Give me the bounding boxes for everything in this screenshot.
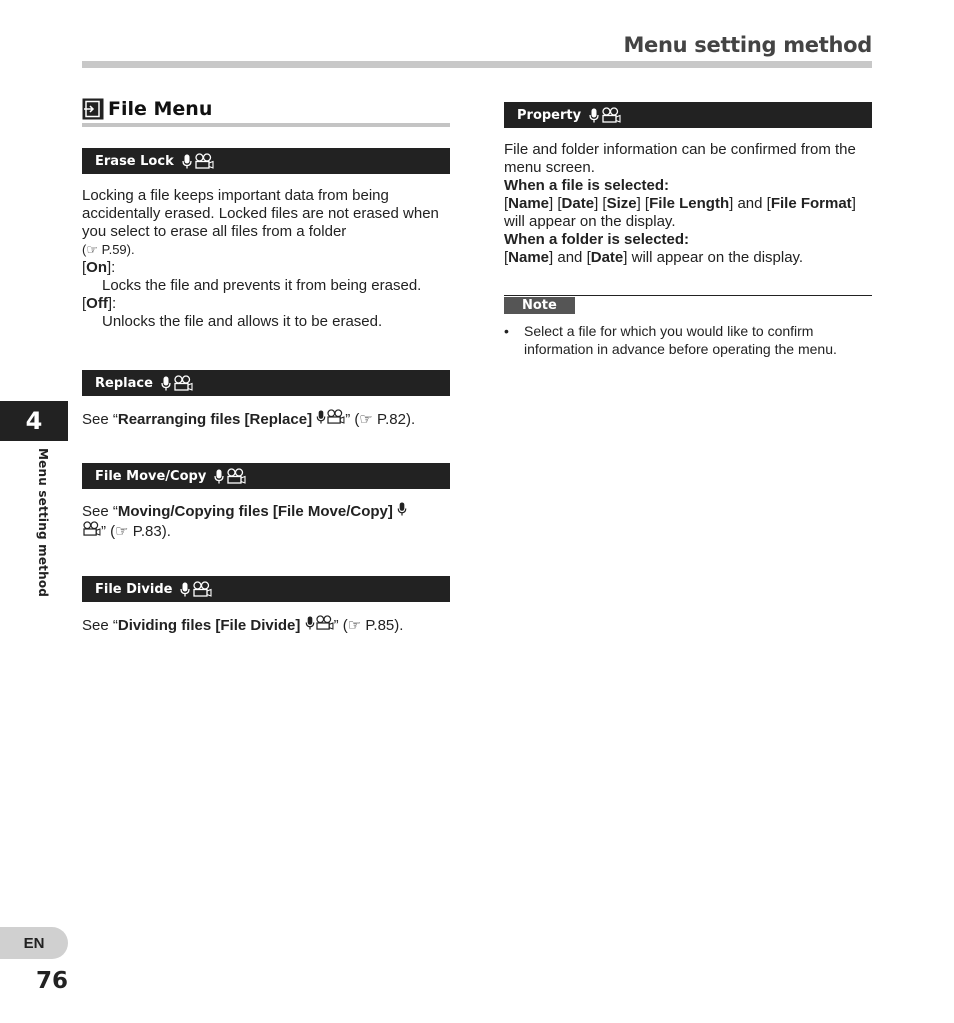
language-label: EN	[23, 934, 45, 952]
movie-icon	[82, 521, 101, 536]
file-divide-body	[82, 615, 454, 635]
movie-icon	[192, 581, 212, 597]
erase-lock-body: Locking a file keeps important data from being accidentally erased. Locked files are not erased when you select to erase all files from a folder (☞ P.59). [On]: Locks the file and prevents it from being erased. [Off]: Unlocks the file and allows it to be erased.	[82, 187, 454, 331]
folder-selected-heading: When a folder is selected:	[504, 231, 690, 248]
folder-date-label: Date	[590, 249, 624, 266]
section-title-text: File Menu	[108, 98, 213, 120]
file-menu-icon	[82, 98, 104, 120]
file-divide-link[interactable]: Dividing files [File Divide]	[117, 617, 301, 634]
file-move-copy-link[interactable]: Moving/Copying files [File Move/Copy]	[117, 503, 393, 520]
note-header	[504, 295, 872, 314]
date-label: Date	[561, 195, 595, 212]
property-body: File and folder information can be confirmed from the menu screen. When a file is selected: [Name] [Date] [Size] [File Length] and [File Format] will appear on the display. When a folder is selected: [Name] and [Date] will appear on the display.	[504, 141, 874, 267]
header-rule	[82, 61, 872, 68]
note-item	[504, 322, 874, 358]
folder-and-text: and	[557, 249, 583, 266]
file-menu-section-header	[82, 98, 450, 127]
note-rule	[504, 295, 872, 296]
movie-icon	[326, 409, 345, 424]
replace-bar	[82, 370, 450, 396]
file-divide-see: See “	[82, 617, 118, 634]
movie-icon	[194, 153, 214, 169]
note-label: Note	[504, 297, 575, 314]
language-tab	[0, 927, 68, 959]
file-divide-title: File Divide	[95, 581, 173, 597]
file-length-label: File Length	[649, 195, 730, 212]
file-divide-bar	[82, 576, 450, 602]
page-header-title: Menu setting method	[623, 33, 872, 57]
replace-ref: ” (☞ P.82).	[345, 411, 416, 428]
note-bullet: •	[504, 323, 509, 339]
will-appear-text: will appear on the display.	[504, 213, 676, 230]
file-move-copy-title: File Move/Copy	[95, 468, 207, 484]
file-format-label: File Format	[770, 195, 852, 212]
on-desc: Locks the file and prevents it from being erased.	[102, 277, 422, 294]
erase-lock-ref: (☞ P.59).	[82, 242, 135, 257]
file-move-copy-bar	[82, 463, 450, 489]
replace-body	[82, 409, 454, 429]
off-desc: Unlocks the file and allows it to be erased.	[102, 313, 383, 330]
and-text: and	[737, 195, 763, 212]
mic-icon	[182, 154, 192, 169]
file-move-copy-ref: ” (☞ P.83).	[101, 523, 171, 540]
replace-title: Replace	[95, 375, 153, 391]
name-label: Name	[508, 195, 550, 212]
movie-icon	[226, 468, 246, 484]
file-move-see: See “	[82, 503, 118, 520]
file-selected-heading: When a file is selected:	[504, 177, 670, 194]
replace-link[interactable]: Rearranging files [Replace]	[117, 411, 313, 428]
mic-icon	[161, 376, 171, 391]
folder-will-appear-text: will appear on the display.	[631, 249, 804, 266]
note-text: Select a file for which you would like to confirm information in advance before operating the menu.	[524, 323, 837, 357]
erase-lock-bar	[82, 148, 450, 174]
folder-name-label: Name	[508, 249, 550, 266]
movie-icon	[601, 107, 621, 123]
chapter-tab[interactable]	[0, 401, 68, 441]
erase-lock-desc: Locking a file keeps important data from being accidentally erased. Locked files are not erased when you select to erase all files from a folder	[82, 187, 439, 240]
file-move-copy-body	[82, 502, 454, 541]
chapter-number: 4	[25, 407, 43, 435]
page-number: 76	[36, 968, 69, 994]
mic-icon	[397, 502, 407, 516]
property-title: Property	[517, 107, 582, 123]
chapter-side-label: Menu setting method	[36, 448, 50, 598]
property-desc: File and folder information can be confirmed from the menu screen.	[504, 141, 856, 176]
file-divide-ref: ” (☞ P.85).	[333, 617, 404, 634]
property-bar	[504, 102, 872, 128]
mic-icon	[180, 582, 190, 597]
size-label: Size	[606, 195, 637, 212]
mic-icon	[305, 616, 315, 630]
movie-icon	[173, 375, 193, 391]
mic-icon	[589, 108, 599, 123]
off-label: Off	[86, 295, 108, 312]
on-label: On	[86, 259, 108, 276]
mic-icon	[316, 410, 326, 424]
mic-icon	[214, 469, 224, 484]
erase-lock-title: Erase Lock	[95, 153, 174, 169]
section-rule	[82, 123, 450, 127]
movie-icon	[315, 615, 334, 630]
replace-see: See “	[82, 411, 118, 428]
section-title	[82, 98, 450, 120]
